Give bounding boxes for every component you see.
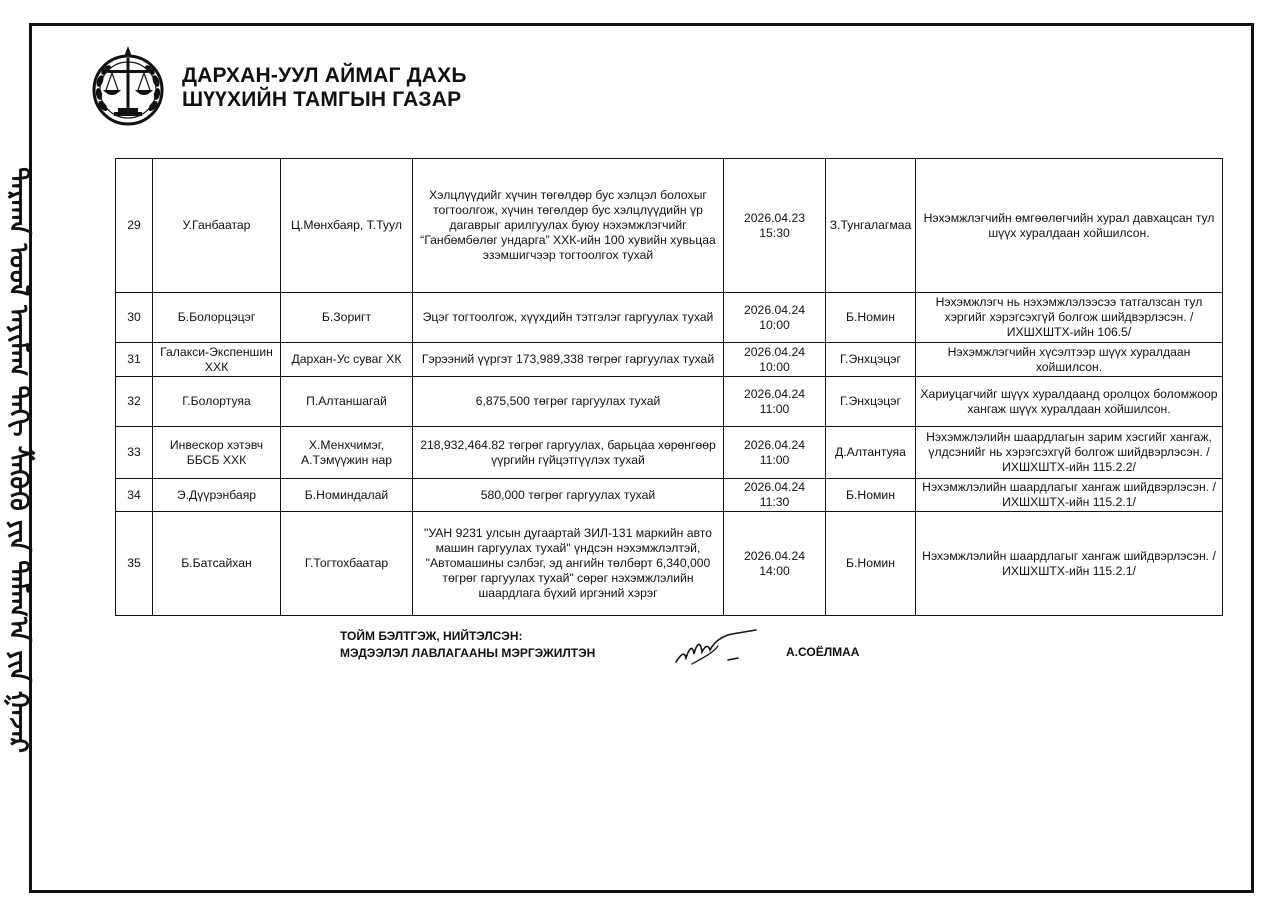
claim: 580,000 төгрөг гаргуулах тухай bbox=[413, 479, 724, 512]
result: Нэхэмжлэлийн шаардлагыг хангаж шийдвэрлэсэн. /ИХШХШТХ-ийн 115.2.1/ bbox=[916, 512, 1223, 616]
case-number: 29 bbox=[116, 159, 153, 293]
judge: Д.Алтантуяа bbox=[826, 427, 916, 479]
hearing-datetime bbox=[724, 293, 826, 343]
hearing-time: 10:00 bbox=[759, 317, 790, 332]
court-hearings-table bbox=[115, 158, 1223, 616]
claim: Гэрээний үүргэт 173,989,338 төгрөг гаргуулах тухай bbox=[413, 343, 724, 377]
hearing-datetime bbox=[724, 512, 826, 616]
mongolian-script-side-text bbox=[3, 140, 44, 780]
plaintiff: Г.Болортуяа bbox=[153, 377, 281, 427]
defendant: Х.Менхчимэг, А.Тэмүүжин нар bbox=[281, 427, 413, 479]
case-number: 35 bbox=[116, 512, 153, 616]
hearing-time: 11:00 bbox=[759, 452, 790, 467]
prepared-by-label bbox=[340, 628, 595, 662]
side-text: ᠳᠠᠷᠬᠠᠨ ᠤᠤᠯ ᠠᠶᠢᠮᠠᠭ ᠳᠠᠬᠢ ᠱᠡᠭᠦᠬᠦ ᠶᠢᠨ ᠲᠠᠮᠠᠭ᠎ᠠ ᠶᠢᠨ ᠭᠠᠵᠠᠷ bbox=[3, 167, 34, 753]
table-row bbox=[116, 427, 1223, 479]
judge: З.Тунгалагмаа bbox=[826, 159, 916, 293]
table-row bbox=[116, 159, 1223, 293]
defendant: Дархан-Ус суваг ХК bbox=[281, 343, 413, 377]
judge: Г.Энхцэцэг bbox=[826, 343, 916, 377]
result: Нэхэмжлэгчийн хүсэлтээр шүүх хуралдаан хойшилсон. bbox=[916, 343, 1223, 377]
plaintiff: У.Ганбаатар bbox=[153, 159, 281, 293]
defendant: Ц.Мөнхбаяр, Т.Туул bbox=[281, 159, 413, 293]
defendant: П.Алтаншагай bbox=[281, 377, 413, 427]
claim: 6,875,500 төгрөг гаргуулах тухай bbox=[413, 377, 724, 427]
hearing-date: 2026.04.24 bbox=[744, 480, 805, 494]
claim: "УАН 9231 улсын дугаартай ЗИЛ-131 маркийн авто машин гаргуулах тухай" үндсэн нэхэмжлэлтэй, "Автомашины сэлбэг, эд ангийн төлбөрт 6,340,000 төгрөг гаргуулах тухай" сөрөг нэхэмжлэлийн шаардлага бүхий иргэний хэрэг bbox=[413, 512, 724, 616]
hearing-date: 2026.04.24 bbox=[744, 344, 805, 359]
result: Нэхэмжлэлийн шаардлагын зарим хэсгийг хангаж, үлдсэнийг нь хэрэгсэхгүй болгож шийдвэрлэсэн. /ИХШХШТХ-ийн 115.2.2/ bbox=[916, 427, 1223, 479]
hearing-time: 10:00 bbox=[759, 359, 790, 374]
hearing-time: 15:30 bbox=[759, 225, 790, 240]
case-number: 32 bbox=[116, 377, 153, 427]
case-number: 31 bbox=[116, 343, 153, 377]
hearing-datetime bbox=[724, 343, 826, 377]
hearing-datetime bbox=[724, 377, 826, 427]
table-row bbox=[116, 293, 1223, 343]
case-number: 33 bbox=[116, 427, 153, 479]
court-office-title bbox=[182, 64, 467, 112]
judge: Б.Номин bbox=[826, 479, 916, 512]
hearing-date: 2026.04.24 bbox=[744, 302, 805, 317]
hearing-datetime bbox=[724, 479, 826, 512]
claim: 218,932,464.82 төгрөг гаргуулах, барьцаа хөрөнгөөр үүргийн гүйцэтгүүлэх тухай bbox=[413, 427, 724, 479]
hearing-datetime bbox=[724, 427, 826, 479]
defendant: Г.Тогтохбаатар bbox=[281, 512, 413, 616]
table-row bbox=[116, 343, 1223, 377]
hearing-date: 2026.04.23 bbox=[744, 210, 805, 225]
plaintiff: Инвескор хэтэвч ББСБ ХХК bbox=[153, 427, 281, 479]
handwritten-signature-icon bbox=[672, 628, 764, 672]
prepared-by-line-1: ТОЙМ БЭЛТГЭЖ, НИЙТЭЛСЭН: bbox=[340, 629, 523, 643]
claim: Хэлцлүүдийг хүчин төгөлдөр бус хэлцэл болохыг тогтоолгож, хүчин төгөлдөр бус хэлцлүүдийн үр дагаврыг арилгуулах буюу нэхэмжлэгчийг “Ганбөмбөлөг ундарга” ХХК-ийн 100 хувийн хувьцаа эзэмшигчээр тогтоолгох тухай bbox=[413, 159, 724, 293]
plaintiff: Б.Болорцэцэг bbox=[153, 293, 281, 343]
plaintiff: Галакси-Экспеншин ХХК bbox=[153, 343, 281, 377]
hearing-datetime bbox=[724, 159, 826, 293]
court-scales-emblem-icon bbox=[88, 44, 168, 132]
table-row bbox=[116, 479, 1223, 512]
plaintiff: Э.Дүүрэнбаяр bbox=[153, 479, 281, 512]
table-row bbox=[116, 377, 1223, 427]
prepared-by-line-2: МЭДЭЭЛЭЛ ЛАВЛАГААНЫ МЭРГЭЖИЛТЭН bbox=[340, 646, 596, 660]
hearing-time: 11:30 bbox=[759, 495, 790, 509]
hearing-time: 14:00 bbox=[759, 563, 790, 578]
title-line-1: ДАРХАН-УУЛ АЙМАГ ДАХЬ bbox=[182, 64, 467, 87]
hearing-date: 2026.04.24 bbox=[744, 386, 805, 401]
result: Нэхэмжлэгч нь нэхэмжлэлээсээ татгалзсан тул хэргийг хэрэгсэхгүй болгож шийдвэрлэсэн. /ИХШХШТХ-ийн 106.5/ bbox=[916, 293, 1223, 343]
hearing-time: 11:00 bbox=[759, 401, 790, 416]
defendant: Б.Номиндалай bbox=[281, 479, 413, 512]
defendant: Б.Зоригт bbox=[281, 293, 413, 343]
result: Нэхэмжлэлийн шаардлагыг хангаж шийдвэрлэсэн. /ИХШХШТХ-ийн 115.2.1/ bbox=[916, 479, 1223, 512]
hearing-date: 2026.04.24 bbox=[744, 437, 805, 452]
judge: Б.Номин bbox=[826, 512, 916, 616]
judge: Б.Номин bbox=[826, 293, 916, 343]
hearing-date: 2026.04.24 bbox=[744, 548, 805, 563]
judge: Г.Энхцэцэг bbox=[826, 377, 916, 427]
prepared-by-name: А.СОЁЛМАА bbox=[786, 645, 860, 659]
result: Нэхэмжлэгчийн өмгөөлөгчийн хурал давхацсан тул шүүх хуралдаан хойшилсон. bbox=[916, 159, 1223, 293]
case-number: 34 bbox=[116, 479, 153, 512]
plaintiff: Б.Батсайхан bbox=[153, 512, 281, 616]
table-row bbox=[116, 512, 1223, 616]
case-number: 30 bbox=[116, 293, 153, 343]
claim: Эцэг тогтоолгож, хүүхдийн тэтгэлэг гаргуулах тухай bbox=[413, 293, 724, 343]
result: Хариуцагчийг шүүх хуралдаанд оролцох боломжоор хангаж шүүх хуралдаан хойшилсон. bbox=[916, 377, 1223, 427]
title-line-2: ШҮҮХИЙН ТАМГЫН ГАЗАР bbox=[182, 88, 462, 111]
